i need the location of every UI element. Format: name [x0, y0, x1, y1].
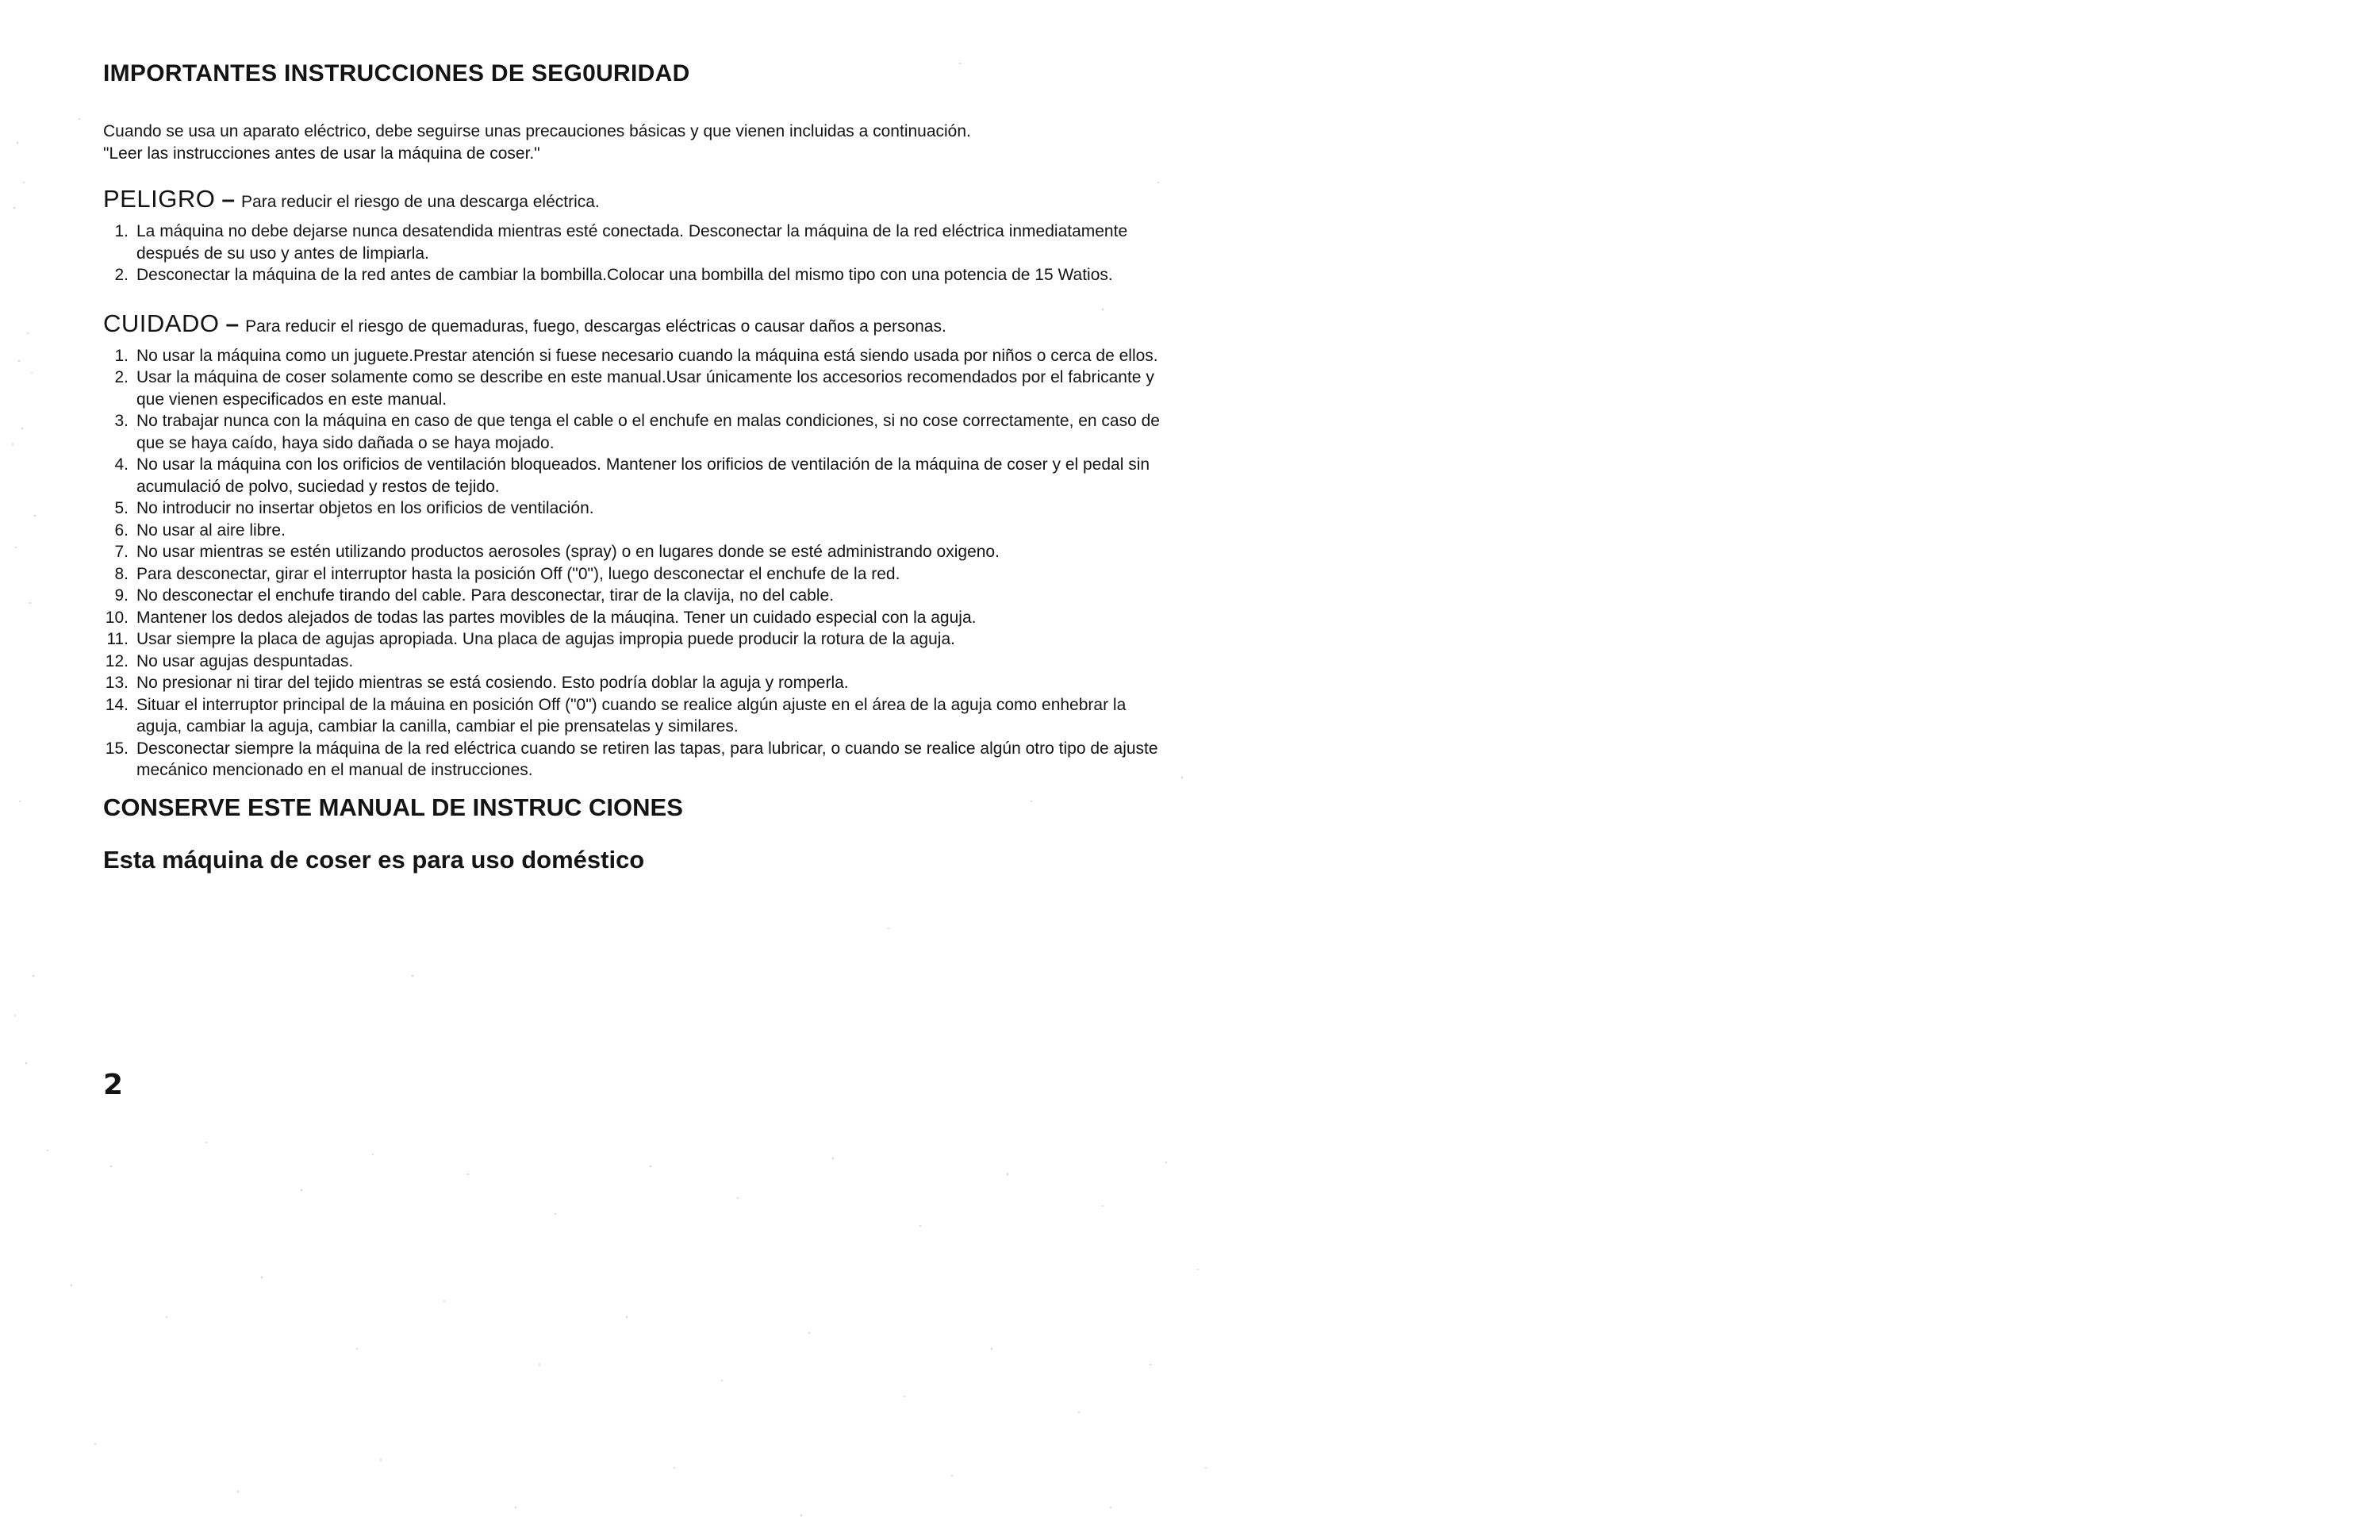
- item-number: 12.: [105, 651, 129, 670]
- item-number: 9.: [114, 586, 129, 605]
- list-item: [103, 454, 1174, 497]
- list-item: [103, 563, 1174, 586]
- item-number: 2.: [114, 266, 129, 284]
- item-number: 10.: [105, 608, 129, 627]
- item-number: 14.: [105, 695, 129, 714]
- list-item: [103, 221, 1174, 264]
- item-number: 1.: [114, 222, 129, 240]
- item-text: Desconectar la máquina de la red antes de cambiar la bombilla.Colocar una bombilla del mismo tipo con una potencia de 15 Watios.: [136, 266, 1113, 284]
- cuidado-list: [103, 345, 1174, 782]
- item-text: No presionar ni tirar del tejido mientras se está cosiendo. Esto podría doblar la aguja y romperla.: [136, 674, 849, 692]
- cuidado-heading: [103, 309, 1174, 344]
- intro-line: Cuando se usa un aparato eléctrico, debe seguirse unas precauciones básicas y que vienen incluidas a continuación.: [103, 122, 971, 140]
- item-text: Situar el interruptor principal de la máuina en posición Off ("0") cuando se realice algún ajuste en el área de la aguja como enhebrar la aguja, cambiar la aguja, cambiar la canilla, cambiar el pie prensatelas y similares.: [136, 695, 1127, 735]
- peligro-dash: –: [221, 186, 236, 213]
- item-text: No usar la máquina como un juguete.Prestar atención si fuese necesario cuando la máquina está siendo usada por niños o cerca de ellos.: [136, 346, 1158, 365]
- list-item: [103, 628, 1174, 651]
- item-number: 8.: [114, 564, 129, 583]
- item-text: No trabajar nunca con la máquina en caso de que tenga el cable o el enchufe en malas condiciones, si no cose correctamente, en caso de que se haya caído, haya sido dañada o se haya mojado.: [136, 412, 1160, 452]
- cuidado-title: CUIDADO: [103, 309, 220, 337]
- list-item: [103, 672, 1174, 694]
- item-text: No usar mientras se estén utilizando productos aerosoles (spray) o en lugares donde se esté administrando oxigeno.: [136, 543, 1000, 561]
- item-number: 7.: [114, 543, 129, 561]
- list-item: [103, 541, 1174, 563]
- item-number: 2.: [114, 368, 129, 386]
- page-number: 2: [103, 1069, 123, 1101]
- peligro-list: [103, 221, 1174, 286]
- peligro-heading: [103, 184, 1174, 219]
- peligro-section: [103, 184, 1174, 286]
- item-text: Mantener los dedos alejados de todas las partes movibles de la máuqina. Tener un cuidado especial con la aguja.: [136, 608, 977, 627]
- peligro-description: Para reducir el riesgo de una descarga eléctrica.: [241, 193, 600, 211]
- list-item: [103, 651, 1174, 673]
- cuidado-section: [103, 309, 1174, 782]
- intro-paragraph: [103, 121, 1174, 165]
- conserve-manual-heading: CONSERVE ESTE MANUAL DE INSTRUC CIONES: [103, 793, 683, 821]
- item-number: 6.: [114, 520, 129, 540]
- document-body: [103, 59, 1174, 875]
- item-text: Para desconectar, girar el interruptor hasta la posición Off ("0"), luego desconectar el enchufe de la red.: [136, 564, 900, 583]
- item-number: 1.: [114, 346, 129, 365]
- list-item: [103, 694, 1174, 738]
- item-text: No usar al aire libre.: [136, 520, 286, 540]
- list-item: [103, 607, 1174, 629]
- item-text: No introducir no insertar objetos en los orificios de ventilación.: [136, 499, 594, 517]
- item-text: Desconectar siempre la máquina de la red eléctrica cuando se retiren las tapas, para lubricar, o cuando se realice algún otro tipo de ajuste mecánico mencionado en el manual de instrucciones.: [136, 739, 1158, 779]
- list-item: [103, 345, 1174, 367]
- item-number: 4.: [114, 455, 129, 474]
- item-number: 15.: [105, 739, 129, 758]
- item-text: Usar la máquina de coser solamente como se describe en este manual.Usar únicamente los accesorios recomendados por el fabricante y que vienen especificados en este manual.: [136, 368, 1154, 409]
- list-item: [103, 497, 1174, 520]
- item-text: Usar siempre la placa de agujas apropiada. Una placa de agujas impropia puede producir la rotura de la aguja.: [136, 630, 955, 648]
- item-text: No usar agujas despuntadas.: [136, 651, 354, 670]
- main-title: IMPORTANTES INSTRUCCIONES DE SEG0URIDAD: [103, 60, 690, 86]
- list-item: [103, 738, 1174, 782]
- list-item: [103, 520, 1174, 542]
- item-number: 13.: [105, 674, 129, 692]
- item-text: La máquina no debe dejarse nunca desatendida mientras esté conectada. Desconectar la máquina de la red eléctrica inmediatamente después de su uso y antes de limpiarla.: [136, 222, 1128, 263]
- list-item: [103, 410, 1174, 454]
- cuidado-dash: –: [225, 310, 240, 337]
- list-item: [103, 367, 1174, 410]
- cuidado-description: Para reducir el riesgo de quemaduras, fuego, descargas eléctricas o causar daños a personas.: [245, 317, 946, 336]
- list-item: [103, 585, 1174, 607]
- item-number: 3.: [114, 412, 129, 430]
- list-item: [103, 264, 1174, 286]
- intro-line: "Leer las instrucciones antes de usar la máquina de coser.": [103, 144, 540, 163]
- item-text: No desconectar el enchufe tirando del cable. Para desconectar, tirar de la clavija, no del cable.: [136, 586, 835, 605]
- item-number: 11.: [106, 630, 129, 648]
- peligro-title: PELIGRO: [103, 185, 216, 213]
- item-number: 5.: [114, 499, 129, 517]
- domestic-use-heading: Esta máquina de coser es para uso doméstico: [103, 845, 645, 874]
- item-text: No usar la máquina con los orificios de ventilación bloqueados. Mantener los orificios de ventilación de la máquina de coser y el pedal sin acumulació de polvo, suciedad y restos de tejido.: [136, 455, 1150, 496]
